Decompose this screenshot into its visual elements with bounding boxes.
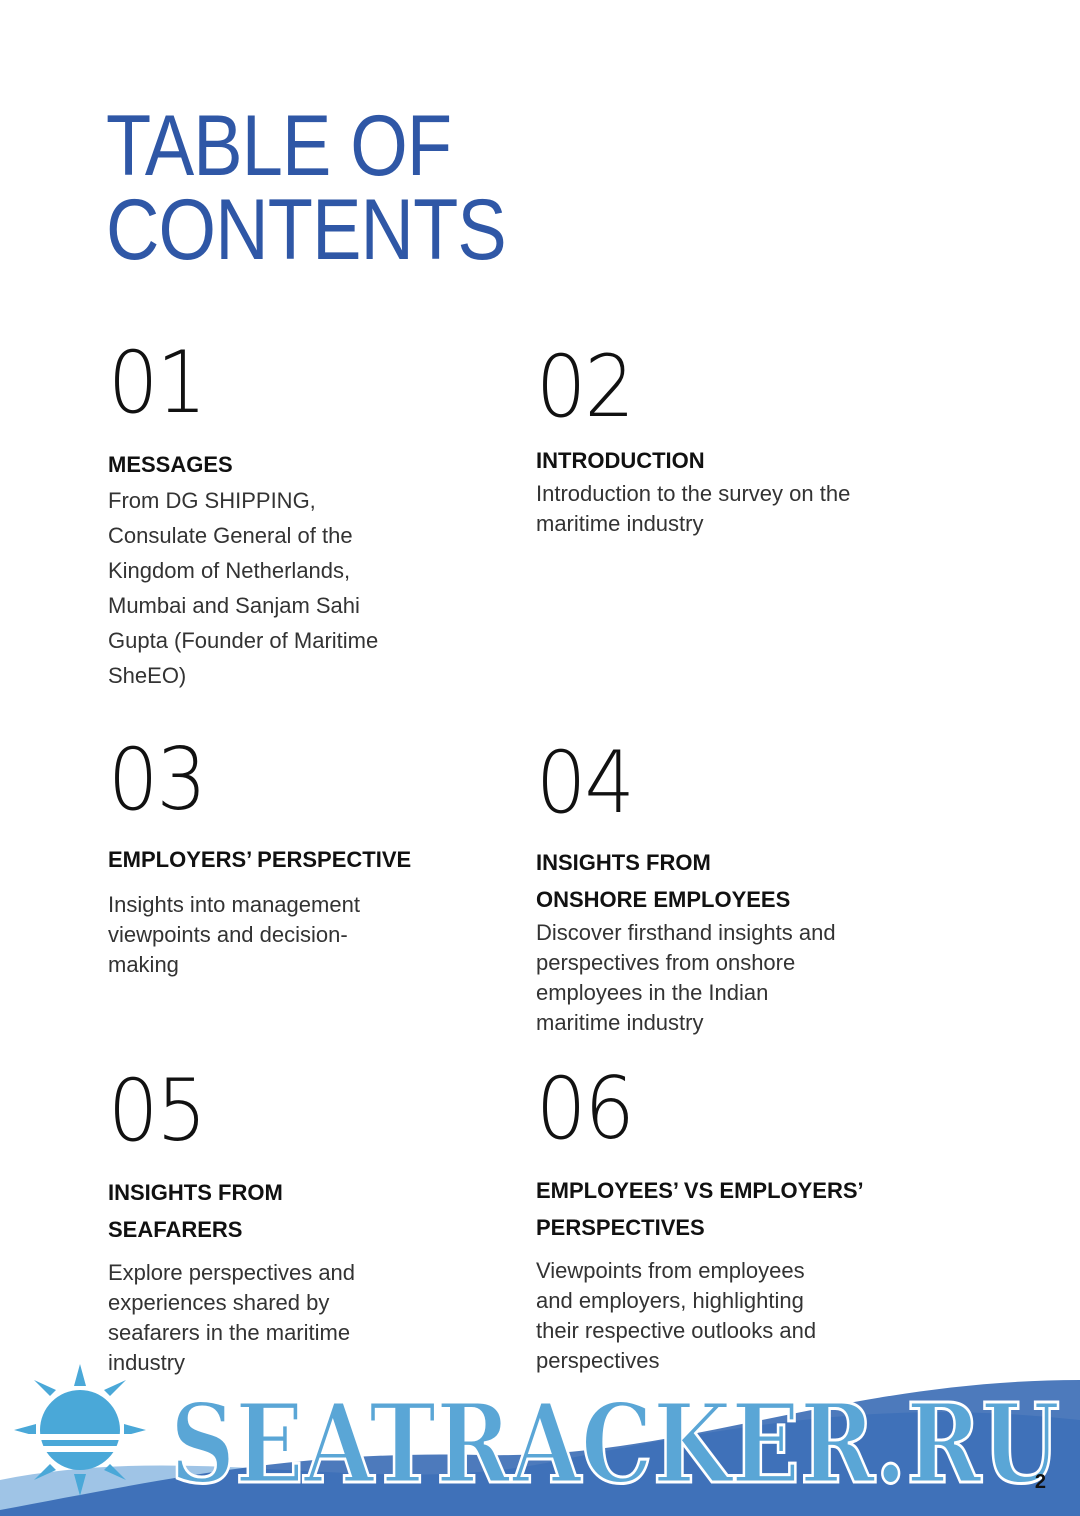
entry-number: 06: [536, 1059, 634, 1159]
toc-entry-06[interactable]: [536, 1059, 866, 1376]
entry-description: Introduction to the survey on the maritime industry: [536, 481, 851, 536]
toc-entry-05[interactable]: [108, 1061, 438, 1378]
entry-description: Explore perspectives and experiences shared by seafarers in the maritime industry: [108, 1260, 356, 1375]
entry-heading-line-1: EMPLOYEES’ VS EMPLOYERS’: [536, 1178, 864, 1203]
toc-entry-02[interactable]: [536, 337, 866, 539]
entry-heading-line-2: ONSHORE EMPLOYEES: [536, 887, 791, 912]
entry-number: 02: [536, 337, 634, 437]
entry-heading-line-1: INSIGHTS FROM: [536, 850, 711, 875]
entry-number: 04: [536, 733, 634, 833]
entry-number: 01: [108, 333, 206, 433]
entry-number: 03: [108, 730, 206, 830]
entry-heading-line-2: PERSPECTIVES: [536, 1215, 705, 1240]
entry-description: Insights into management viewpoints and decision-making: [108, 892, 360, 977]
title-line-1: TABLE OF: [106, 98, 452, 194]
entry-number: 05: [108, 1061, 206, 1161]
entry-heading: EMPLOYERS’ PERSPECTIVE: [108, 847, 412, 872]
page-number: 2: [1034, 1471, 1046, 1493]
toc-entry-01[interactable]: [108, 333, 438, 693]
page-title: [106, 98, 506, 278]
entry-description: Viewpoints from employees and employers, highlighting their respective outlooks and perspectives: [536, 1258, 817, 1373]
entry-heading: MESSAGES: [108, 452, 233, 477]
title-line-2: CONTENTS: [106, 182, 506, 278]
entry-heading-line-2: SEAFARERS: [108, 1217, 243, 1242]
footer-wave-banner: [0, 1360, 1080, 1516]
toc-entry-04[interactable]: [536, 733, 866, 1038]
entry-heading-line-1: INSIGHTS FROM: [108, 1180, 283, 1205]
watermark-text: SEATRACKER.RU: [170, 1379, 1060, 1508]
entry-description: From DG SHIPPING, Consulate General of the Kingdom of Netherlands, Mumbai and Sanjam Sahi Gupta (Founder of Maritime SheEO): [108, 488, 379, 688]
entry-description: Discover firsthand insights and perspectives from onshore employees in the Indian maritime industry: [536, 920, 836, 1035]
toc-entry-03[interactable]: [108, 730, 438, 980]
entry-heading: INTRODUCTION: [536, 448, 705, 473]
